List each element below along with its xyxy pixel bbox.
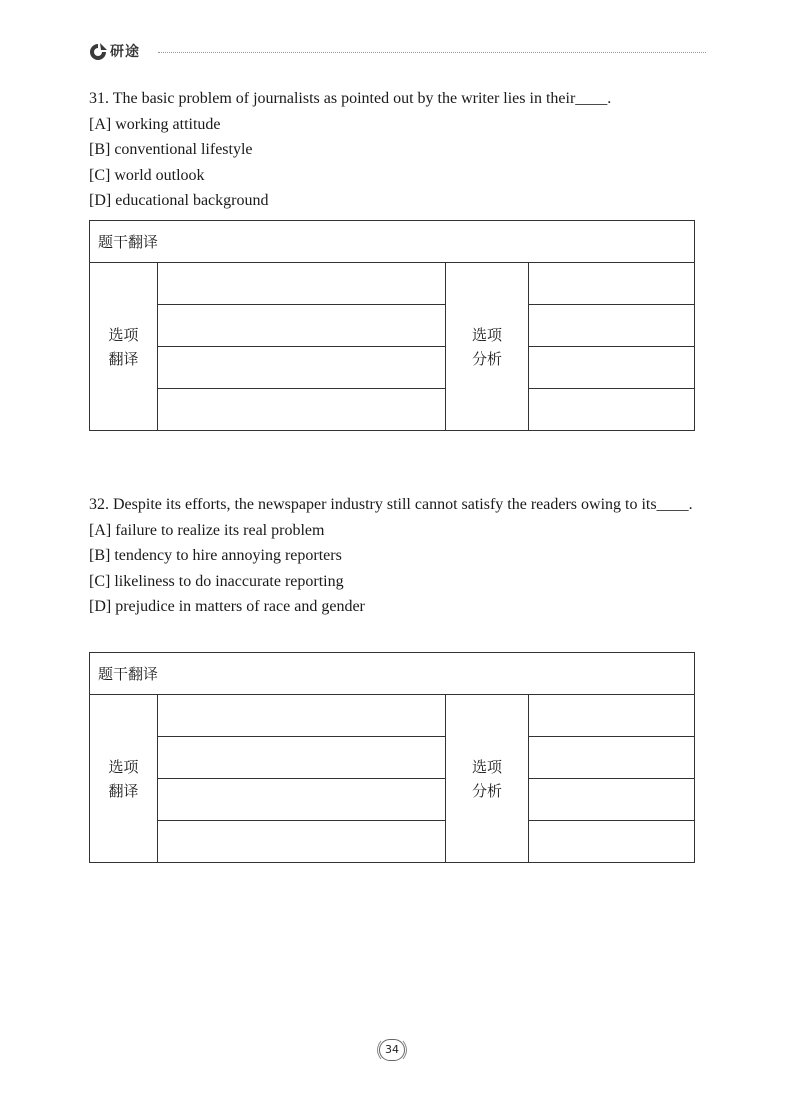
laurel-right-icon bbox=[402, 1040, 410, 1060]
question-31 bbox=[89, 86, 694, 214]
translation-cell[interactable] bbox=[158, 263, 446, 305]
translation-cell[interactable] bbox=[158, 305, 446, 347]
page-number-badge bbox=[374, 1036, 410, 1064]
option-analysis-label: 选项 分析 bbox=[446, 695, 529, 863]
option-analysis-label: 选项 分析 bbox=[446, 263, 529, 431]
option-d: [D] educational background bbox=[89, 192, 269, 209]
translation-cell[interactable] bbox=[158, 347, 446, 389]
analysis-cell[interactable] bbox=[529, 737, 695, 779]
logo-icon bbox=[88, 42, 108, 62]
option-b: [B] tendency to hire annoying reporters bbox=[89, 547, 342, 564]
option-c: [C] likeliness to do inaccurate reporting bbox=[89, 572, 344, 590]
analysis-cell[interactable] bbox=[529, 263, 695, 305]
analysis-cell[interactable] bbox=[529, 695, 695, 737]
answer-table-32 bbox=[89, 652, 695, 863]
option-translation-label: 选项 翻译 bbox=[90, 695, 158, 863]
page-number: 34 bbox=[379, 1039, 405, 1061]
option-a: [A] failure to realize its real problem bbox=[89, 521, 325, 539]
question-stem: 31. The basic problem of journalists as pointed out by the writer lies in their____. bbox=[89, 90, 612, 107]
analysis-cell[interactable] bbox=[529, 389, 695, 431]
translation-cell[interactable] bbox=[158, 821, 446, 863]
stem-translation-label: 题干翻译 bbox=[90, 221, 695, 263]
option-c: [C] world outlook bbox=[89, 166, 205, 184]
option-a: [A] working attitude bbox=[89, 115, 221, 133]
analysis-cell[interactable] bbox=[529, 305, 695, 347]
translation-cell[interactable] bbox=[158, 695, 446, 737]
stem-translation-label: 题干翻译 bbox=[90, 653, 695, 695]
option-d: [D] prejudice in matters of race and gender bbox=[89, 598, 365, 615]
option-b: [B] conventional lifestyle bbox=[89, 141, 253, 158]
logo-text: 研途 bbox=[110, 44, 140, 60]
answer-table-31 bbox=[89, 220, 695, 431]
page-header bbox=[88, 40, 706, 64]
translation-cell[interactable] bbox=[158, 737, 446, 779]
translation-cell[interactable] bbox=[158, 779, 446, 821]
question-stem: 32. Despite its efforts, the newspaper industry still cannot satisfy the readers owing to its____. bbox=[89, 496, 693, 513]
question-32 bbox=[89, 492, 694, 620]
option-translation-label: 选项 翻译 bbox=[90, 263, 158, 431]
analysis-cell[interactable] bbox=[529, 821, 695, 863]
translation-cell[interactable] bbox=[158, 389, 446, 431]
analysis-cell[interactable] bbox=[529, 347, 695, 389]
analysis-cell[interactable] bbox=[529, 779, 695, 821]
header-divider bbox=[158, 52, 706, 53]
